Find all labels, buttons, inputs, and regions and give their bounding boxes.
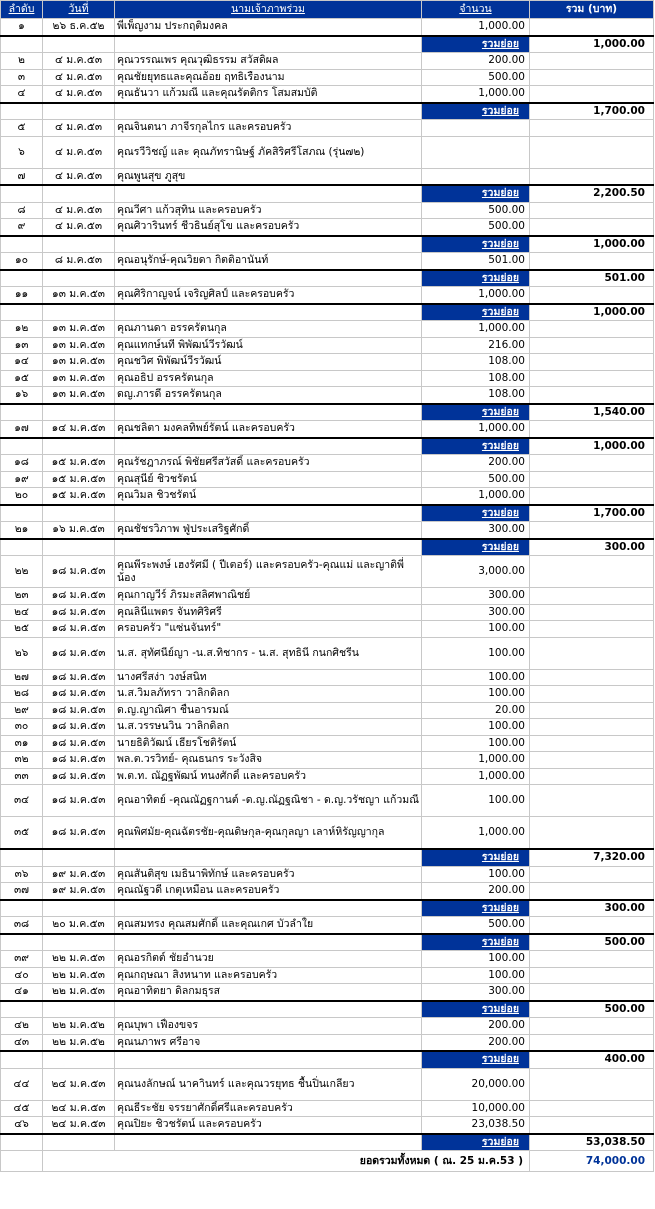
row-number: ๑๖ <box>1 387 43 404</box>
row-date: ๑๓ ม.ค.๕๓ <box>43 370 115 387</box>
row-donor-name: น.ส.วรรษนวิน วาลิกดิลก <box>115 719 422 736</box>
subtotal-value: 1,000.00 <box>530 36 654 53</box>
row-date: ๑๘ ม.ค.๕๓ <box>43 686 115 703</box>
row-donor-name: คุณบุพา เฟื่องขจร <box>115 1018 422 1035</box>
row-number: ๑๐ <box>1 253 43 270</box>
row-donor-name: คุณกฤษณา สิงหนาท และครอบครัว <box>115 967 422 984</box>
subtotal-label: รวมย่อย <box>422 236 530 253</box>
table-row <box>1 471 654 488</box>
row-number: ๓๐ <box>1 719 43 736</box>
table-row <box>1 883 654 900</box>
table-row <box>1 86 654 103</box>
table-row <box>1 168 654 185</box>
subtotal-value: 53,038.50 <box>530 1134 654 1151</box>
row-date: ๑๘ ม.ค.๕๓ <box>43 817 115 850</box>
row-amount: 10,000.00 <box>422 1100 530 1117</box>
row-date: ๑๓ ม.ค.๕๓ <box>43 387 115 404</box>
row-date: ๘ ม.ค.๕๓ <box>43 253 115 270</box>
table-row <box>1 1034 654 1051</box>
row-number: ๓๖ <box>1 866 43 883</box>
row-date: ๑๓ ม.ค.๕๓ <box>43 287 115 304</box>
row-amount <box>422 120 530 137</box>
subtotal-label: รวมย่อย <box>422 849 530 866</box>
row-amount: 100.00 <box>422 785 530 817</box>
row-number: ๒๗ <box>1 669 43 686</box>
subtotal-label: รวมย่อย <box>422 934 530 951</box>
row-number: ๒๘ <box>1 686 43 703</box>
row-amount: 1,000.00 <box>422 321 530 338</box>
table-row <box>1 702 654 719</box>
table-row <box>1 1068 654 1100</box>
subtotal-row <box>1 236 654 253</box>
row-donor-name: คุณธีระชัย จรรยาศักดิ์ศรีและครอบครัว <box>115 1100 422 1117</box>
subtotal-row <box>1 505 654 522</box>
row-date: ๔ ม.ค.๕๓ <box>43 53 115 70</box>
row-date: ๑๘ ม.ค.๕๓ <box>43 588 115 605</box>
row-date: ๑๘ ม.ค.๕๓ <box>43 719 115 736</box>
row-number: ๙ <box>1 219 43 236</box>
row-date: ๔ ม.ค.๕๓ <box>43 219 115 236</box>
subtotal-value: 500.00 <box>530 1001 654 1018</box>
row-date: ๒๒ ม.ค.๕๓ <box>43 951 115 968</box>
subtotal-row <box>1 185 654 202</box>
row-number: ๓๒ <box>1 752 43 769</box>
table-row <box>1 421 654 438</box>
row-amount: 200.00 <box>422 53 530 70</box>
row-date: ๑๓ ม.ค.๕๓ <box>43 337 115 354</box>
subtotal-row <box>1 849 654 866</box>
subtotal-value: 300.00 <box>530 900 654 917</box>
subtotal-row <box>1 404 654 421</box>
row-number: ๔ <box>1 86 43 103</box>
row-donor-name: ดญ.ภารดี อรรครัตนกุล <box>115 387 422 404</box>
row-amount: 108.00 <box>422 354 530 371</box>
row-donor-name: คุณอาทิตยา ดิลกมธุรส <box>115 984 422 1001</box>
subtotal-label: รวมย่อย <box>422 900 530 917</box>
row-date: ๔ ม.ค.๕๓ <box>43 86 115 103</box>
table-row <box>1 719 654 736</box>
row-donor-name: คุณชลิตา มงคลทิพย์รัตน์ และครอบครัว <box>115 421 422 438</box>
row-donor-name: คุณศิวารินทร์ ชีวธินย์สุโข และครอบครัว <box>115 219 422 236</box>
subtotal-value: 1,700.00 <box>530 103 654 120</box>
subtotal-label: รวมย่อย <box>422 270 530 287</box>
row-number: ๑๑ <box>1 287 43 304</box>
row-amount: 1,000.00 <box>422 752 530 769</box>
subtotal-row <box>1 304 654 321</box>
row-number: ๑๒ <box>1 321 43 338</box>
row-amount: 500.00 <box>422 917 530 934</box>
table-row <box>1 69 654 86</box>
row-amount: 501.00 <box>422 253 530 270</box>
row-donor-name: คุณพูนสุข ภูสุข <box>115 168 422 185</box>
row-number: ๔๐ <box>1 967 43 984</box>
row-donor-name: คุณพีระพงษ์ เฮงรัศมี ( ปีเตอร์) และครอบครัว-คุณแม่ และญาติพี่น้อง <box>115 556 422 588</box>
subtotal-value: 300.00 <box>530 539 654 556</box>
row-donor-name: คุณกาญวีร์ ภิรมะสลิศพาณิชย์ <box>115 588 422 605</box>
subtotal-row <box>1 900 654 917</box>
row-donor-name: คุณแทกษ์นที พิพัฒน์วีรวัฒน์ <box>115 337 422 354</box>
row-donor-name: คุณลินีแพตร จันทศิริศรี <box>115 604 422 621</box>
row-date: ๑๓ ม.ค.๕๓ <box>43 321 115 338</box>
row-donor-name: คุณนภาพร ศรีอาจ <box>115 1034 422 1051</box>
subtotal-row <box>1 103 654 120</box>
row-date: ๒๒ ม.ค.๕๒ <box>43 1034 115 1051</box>
row-amount <box>422 168 530 185</box>
subtotal-row <box>1 1051 654 1068</box>
row-number: ๗ <box>1 168 43 185</box>
row-donor-name: พี่เพ็ญงาม ประกฤติมงคล <box>115 19 422 36</box>
row-donor-name: คุณชัชรวิภาพ ฟู่ประเสริฐศักดิ์ <box>115 522 422 539</box>
row-donor-name: คุณชวิศ พิพัฒน์วีรวัฒน์ <box>115 354 422 371</box>
subtotal-value: 400.00 <box>530 1051 654 1068</box>
subtotal-label: รวมย่อย <box>422 185 530 202</box>
row-amount: 100.00 <box>422 719 530 736</box>
row-donor-name: คุณอรกิตต์ ชัยอำนวย <box>115 951 422 968</box>
row-amount: 500.00 <box>422 69 530 86</box>
table-row <box>1 19 654 36</box>
subtotal-value: 1,700.00 <box>530 505 654 522</box>
row-number: ๔๖ <box>1 1117 43 1134</box>
table-row <box>1 768 654 785</box>
col-header-no: ลำดับ <box>1 1 43 19</box>
col-header-date: วันที่ <box>43 1 115 19</box>
row-date: ๑๘ ม.ค.๕๓ <box>43 637 115 669</box>
row-amount <box>422 136 530 168</box>
table-row <box>1 984 654 1001</box>
grand-total-row <box>1 1151 654 1172</box>
row-amount: 1,000.00 <box>422 86 530 103</box>
subtotal-label: รวมย่อย <box>422 505 530 522</box>
row-donor-name: พ.ต.ท. ณัฏฐพัฒน์ ทนงศักดิ์ และครอบครัว <box>115 768 422 785</box>
row-date: ๑๘ ม.ค.๕๓ <box>43 735 115 752</box>
row-donor-name: คุณชัยยุทธและคุณอ้อย ฤทธิเรืองนาม <box>115 69 422 86</box>
row-number: ๑๗ <box>1 421 43 438</box>
table-row <box>1 735 654 752</box>
row-donor-name: พล.ต.วรวิทย์- คุณธนกร ระวังสิจ <box>115 752 422 769</box>
row-number: ๑๕ <box>1 370 43 387</box>
subtotal-label: รวมย่อย <box>422 539 530 556</box>
subtotal-row <box>1 1001 654 1018</box>
row-amount: 100.00 <box>422 951 530 968</box>
subtotal-value: 7,320.00 <box>530 849 654 866</box>
row-date: ๑๘ ม.ค.๕๓ <box>43 621 115 638</box>
row-donor-name: คุณปิยะ ชิวชรัตน์ และครอบครัว <box>115 1117 422 1134</box>
col-header-amount: จำนวน <box>422 1 530 19</box>
subtotal-value: 2,200.50 <box>530 185 654 202</box>
row-number: ๔๓ <box>1 1034 43 1051</box>
row-amount: 300.00 <box>422 588 530 605</box>
row-date: ๒๒ ม.ค.๕๓ <box>43 967 115 984</box>
subtotal-value: 501.00 <box>530 270 654 287</box>
subtotal-label: รวมย่อย <box>422 1001 530 1018</box>
row-date: ๑๙ ม.ค.๕๓ <box>43 866 115 883</box>
row-amount: 23,038.50 <box>422 1117 530 1134</box>
row-date: ๑๔ ม.ค.๕๓ <box>43 421 115 438</box>
row-donor-name: คุณสมทรง คุณสมศักดิ์ และคุณเกศ บัวลำใย <box>115 917 422 934</box>
row-amount: 300.00 <box>422 604 530 621</box>
row-amount: 300.00 <box>422 522 530 539</box>
row-amount: 100.00 <box>422 735 530 752</box>
row-number: ๑๘ <box>1 455 43 472</box>
table-row <box>1 53 654 70</box>
row-date: ๒๖ ธ.ค.๕๒ <box>43 19 115 36</box>
row-amount: 216.00 <box>422 337 530 354</box>
row-donor-name: น.ส. สุทัศนีย์ญา -น.ส.ทิชากร - น.ส. สุทธินี กนกศิชรีน <box>115 637 422 669</box>
row-donor-name: คุณนงลักษณ์ นาคาินทร์ และคุณวรยุทธ ชื้นปิ่นเกลียว <box>115 1068 422 1100</box>
subtotal-row <box>1 539 654 556</box>
col-header-total: รวม (บาท) <box>530 1 654 19</box>
row-amount: 100.00 <box>422 686 530 703</box>
row-date: ๑๘ ม.ค.๕๓ <box>43 604 115 621</box>
subtotal-label: รวมย่อย <box>422 36 530 53</box>
subtotal-label: รวมย่อย <box>422 304 530 321</box>
subtotal-value: 500.00 <box>530 934 654 951</box>
row-number: ๒๑ <box>1 522 43 539</box>
subtotal-value: 1,000.00 <box>530 304 654 321</box>
subtotal-label: รวมย่อย <box>422 404 530 421</box>
row-donor-name: น.ส.วิมลภัทรา วาลิกดิลก <box>115 686 422 703</box>
row-number: ๒๒ <box>1 556 43 588</box>
row-amount: 108.00 <box>422 387 530 404</box>
row-date: ๔ ม.ค.๕๓ <box>43 136 115 168</box>
row-donor-name: คุณวีศา แก้วสุทิน และครอบครัว <box>115 202 422 219</box>
table-row <box>1 1018 654 1035</box>
row-donor-name: คุณสุนีย์ ชิวชรัตน์ <box>115 471 422 488</box>
row-date: ๑๘ ม.ค.๕๓ <box>43 669 115 686</box>
row-number: ๓๘ <box>1 917 43 934</box>
table-row <box>1 136 654 168</box>
table-row <box>1 202 654 219</box>
row-donor-name: ด.ญ.ญาณิศา ชื่นอารมณ์ <box>115 702 422 719</box>
table-row <box>1 370 654 387</box>
row-date: ๒๐ ม.ค.๕๓ <box>43 917 115 934</box>
row-date: ๑๘ ม.ค.๕๓ <box>43 556 115 588</box>
table-row <box>1 917 654 934</box>
row-number: ๓๙ <box>1 951 43 968</box>
row-number: ๑ <box>1 19 43 36</box>
row-number: ๓๕ <box>1 817 43 850</box>
row-donor-name: คุณรัชฎาภรณ์ พิชัยศรีสวัสดิ์ และครอบครัว <box>115 455 422 472</box>
table-row <box>1 219 654 236</box>
row-date: ๒๒ ม.ค.๕๒ <box>43 1018 115 1035</box>
row-number: ๒๙ <box>1 702 43 719</box>
row-donor-name: คุณวรรณเพร คุณวุฒิธรรม สวัสดิผล <box>115 53 422 70</box>
row-number: ๒๓ <box>1 588 43 605</box>
table-row <box>1 637 654 669</box>
row-donor-name: คุณวิมล ชิวชรัตน์ <box>115 488 422 505</box>
row-amount: 100.00 <box>422 967 530 984</box>
row-number: ๒๐ <box>1 488 43 505</box>
row-number: ๓ <box>1 69 43 86</box>
subtotal-value: 1,000.00 <box>530 438 654 455</box>
row-date: ๒๔ ม.ค.๕๓ <box>43 1117 115 1134</box>
row-number: ๔๔ <box>1 1068 43 1100</box>
table-row <box>1 866 654 883</box>
row-number: ๑๙ <box>1 471 43 488</box>
row-number: ๔๑ <box>1 984 43 1001</box>
row-date: ๔ ม.ค.๕๓ <box>43 120 115 137</box>
row-donor-name: คุณภานดา อรรครัตนกุล <box>115 321 422 338</box>
row-amount: 200.00 <box>422 1034 530 1051</box>
row-donor-name: คุณอธิป อรรครัตนกุล <box>115 370 422 387</box>
header-row <box>1 1 654 19</box>
row-donor-name: คุณจินตนา ภาจีรกุลไกร และครอบครัว <box>115 120 422 137</box>
row-amount: 200.00 <box>422 883 530 900</box>
row-amount: 1,000.00 <box>422 768 530 785</box>
row-amount: 3,000.00 <box>422 556 530 588</box>
table-row <box>1 455 654 472</box>
row-date: ๒๔ ม.ค.๕๓ <box>43 1100 115 1117</box>
table-row <box>1 588 654 605</box>
row-amount: 300.00 <box>422 984 530 1001</box>
subtotal-label: รวมย่อย <box>422 1134 530 1151</box>
subtotal-value: 1,540.00 <box>530 404 654 421</box>
row-amount: 100.00 <box>422 621 530 638</box>
row-donor-name: คุณพิศมัย-คุณฉัตรชัย-คุณดิษกุล-คุณกุลญา เลาห์หิรัญญากุล <box>115 817 422 850</box>
row-donor-name: คุณรวีวิชญ์ และ คุณภัทรานิษฐ์ ภัคสิริศรีโสภณ (รุ่น๗๒) <box>115 136 422 168</box>
table-row <box>1 354 654 371</box>
row-date: ๔ ม.ค.๕๓ <box>43 69 115 86</box>
row-amount: 500.00 <box>422 202 530 219</box>
row-donor-name: คุณธันวา แก้วมณี และคุณรัตติกร โสมสมบัติ <box>115 86 422 103</box>
row-donor-name: นางศรีสง่า วงษ์สนิท <box>115 669 422 686</box>
row-amount: 500.00 <box>422 219 530 236</box>
row-amount: 100.00 <box>422 637 530 669</box>
table-row <box>1 556 654 588</box>
row-number: ๑๓ <box>1 337 43 354</box>
row-date: ๒๒ ม.ค.๕๓ <box>43 984 115 1001</box>
row-donor-name: คุณสันติสุข เมธินาพิทักษ์ และครอบครัว <box>115 866 422 883</box>
row-number: ๔๒ <box>1 1018 43 1035</box>
row-date: ๑๖ ม.ค.๕๓ <box>43 522 115 539</box>
subtotal-label: รวมย่อย <box>422 103 530 120</box>
row-amount: 1,000.00 <box>422 488 530 505</box>
table-row <box>1 120 654 137</box>
subtotal-row <box>1 1134 654 1151</box>
row-donor-name: คุณณัฐวดี เกตุเหมือน และครอบครัว <box>115 883 422 900</box>
table-row <box>1 387 654 404</box>
subtotal-row <box>1 438 654 455</box>
table-row <box>1 669 654 686</box>
row-amount: 200.00 <box>422 1018 530 1035</box>
row-number: ๕ <box>1 120 43 137</box>
row-amount: 100.00 <box>422 866 530 883</box>
table-row <box>1 817 654 850</box>
row-number: ๓๗ <box>1 883 43 900</box>
subtotal-row <box>1 36 654 53</box>
row-date: ๑๕ ม.ค.๕๓ <box>43 455 115 472</box>
table-row <box>1 621 654 638</box>
row-date: ๑๘ ม.ค.๕๓ <box>43 785 115 817</box>
row-date: ๔ ม.ค.๕๓ <box>43 202 115 219</box>
row-number: ๒๔ <box>1 604 43 621</box>
row-amount: 500.00 <box>422 471 530 488</box>
row-date: ๔ ม.ค.๕๓ <box>43 168 115 185</box>
row-donor-name: คุณศิริกาญจน์ เจริญศิลป์ และครอบครัว <box>115 287 422 304</box>
grand-total-value: 74,000.00 <box>530 1151 654 1172</box>
grand-total-label: ยอดรวมทั้งหมด ( ณ. 25 ม.ค.53 ) <box>43 1151 530 1172</box>
row-amount: 1,000.00 <box>422 421 530 438</box>
subtotal-row <box>1 270 654 287</box>
table-row <box>1 321 654 338</box>
table-row <box>1 951 654 968</box>
row-date: ๑๓ ม.ค.๕๓ <box>43 354 115 371</box>
row-number: ๓๑ <box>1 735 43 752</box>
table-row <box>1 686 654 703</box>
table-row <box>1 287 654 304</box>
row-amount: 20.00 <box>422 702 530 719</box>
row-number: ๓๓ <box>1 768 43 785</box>
table-row <box>1 785 654 817</box>
row-amount: 108.00 <box>422 370 530 387</box>
row-amount: 200.00 <box>422 455 530 472</box>
row-amount: 100.00 <box>422 669 530 686</box>
row-date: ๑๙ ม.ค.๕๓ <box>43 883 115 900</box>
table-row <box>1 752 654 769</box>
table-row <box>1 604 654 621</box>
table-row <box>1 253 654 270</box>
row-donor-name: ครอบครัว "แซ่นจันทร์" <box>115 621 422 638</box>
subtotal-label: รวมย่อย <box>422 438 530 455</box>
table-row <box>1 522 654 539</box>
table-row <box>1 967 654 984</box>
table-row <box>1 1100 654 1117</box>
subtotal-value: 1,000.00 <box>530 236 654 253</box>
row-number: ๔๕ <box>1 1100 43 1117</box>
row-donor-name: คุณอนุรักษ์-คุณวิยดา กิตติอานันท์ <box>115 253 422 270</box>
row-date: ๒๔ ม.ค.๕๓ <box>43 1068 115 1100</box>
table-row <box>1 1117 654 1134</box>
col-header-name: นามเจ้าภาพร่วม <box>115 1 422 19</box>
subtotal-label: รวมย่อย <box>422 1051 530 1068</box>
table-row <box>1 337 654 354</box>
row-date: ๑๕ ม.ค.๕๓ <box>43 471 115 488</box>
row-number: ๘ <box>1 202 43 219</box>
row-date: ๑๘ ม.ค.๕๓ <box>43 752 115 769</box>
row-date: ๑๘ ม.ค.๕๓ <box>43 702 115 719</box>
row-number: ๒๖ <box>1 637 43 669</box>
row-donor-name: นายธิติวัฒน์ เธียรโชติรัตน์ <box>115 735 422 752</box>
row-number: ๓๔ <box>1 785 43 817</box>
table-row <box>1 488 654 505</box>
row-date: ๑๘ ม.ค.๕๓ <box>43 768 115 785</box>
row-donor-name: คุณอาทิตย์ -คุณณัฏฐกานต์ -ด.ญ.ณัฏฐณิชา - ด.ญ.วรัชญา แก้วมณี <box>115 785 422 817</box>
row-amount: 1,000.00 <box>422 817 530 850</box>
row-number: ๑๔ <box>1 354 43 371</box>
row-number: ๖ <box>1 136 43 168</box>
row-date: ๑๕ ม.ค.๕๓ <box>43 488 115 505</box>
row-amount: 1,000.00 <box>422 287 530 304</box>
row-number: ๒๕ <box>1 621 43 638</box>
subtotal-row <box>1 934 654 951</box>
row-amount: 1,000.00 <box>422 19 530 36</box>
row-amount: 20,000.00 <box>422 1068 530 1100</box>
row-number: ๒ <box>1 53 43 70</box>
